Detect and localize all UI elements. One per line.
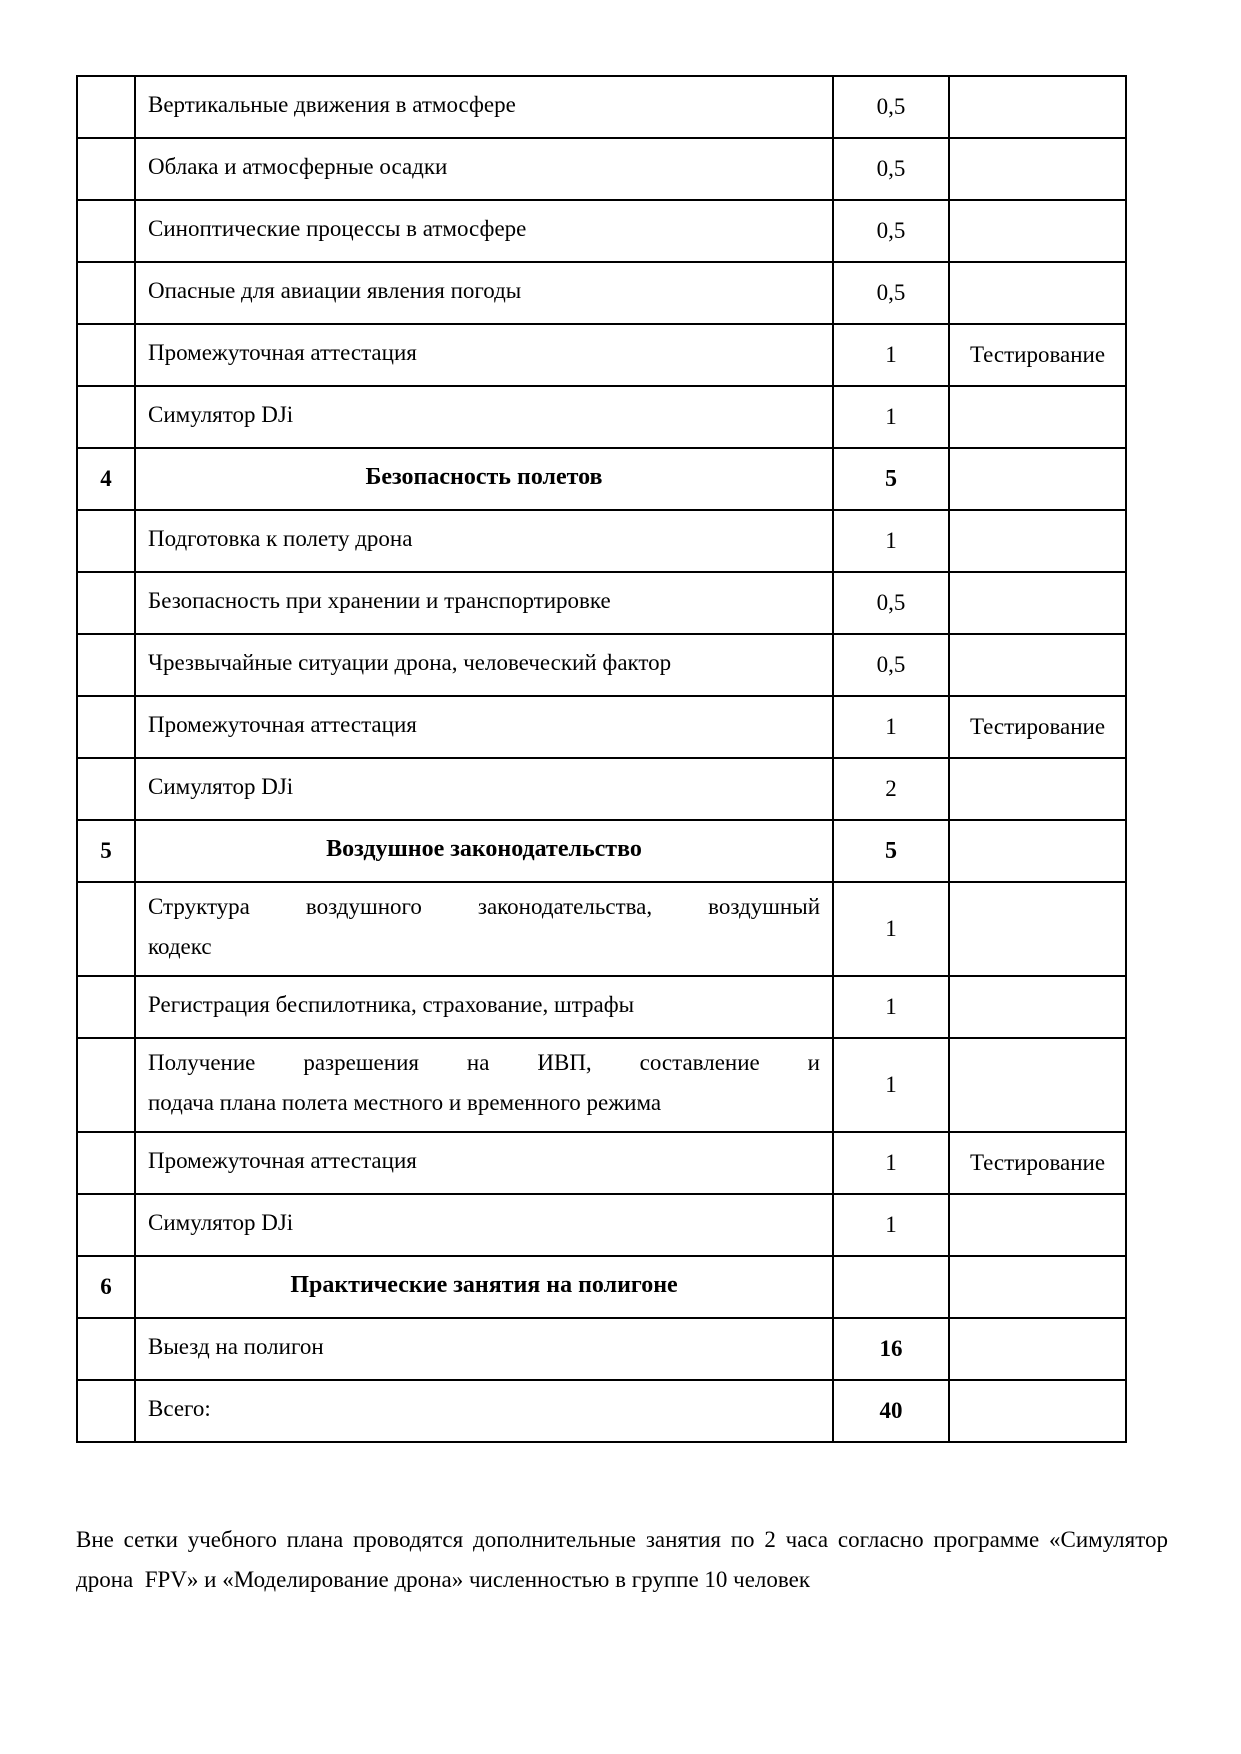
topic-cell: Симулятор DJi <box>135 386 833 448</box>
table-row <box>77 138 1126 200</box>
row-number-cell <box>77 138 135 200</box>
topic-cell: Чрезвычайные ситуации дрона, человеческий фактор <box>135 634 833 696</box>
row-number-cell <box>77 882 135 976</box>
table-row <box>77 634 1126 696</box>
row-number-cell <box>77 510 135 572</box>
table-row <box>77 572 1126 634</box>
table-row <box>77 1380 1126 1442</box>
table-row <box>77 76 1126 138</box>
assessment-cell <box>949 200 1126 262</box>
hours-cell: 2 <box>833 758 949 820</box>
section-row <box>77 820 1126 882</box>
hours-cell: 40 <box>833 1380 949 1442</box>
hours-cell: 5 <box>833 820 949 882</box>
hours-cell: 0,5 <box>833 572 949 634</box>
hours-cell: 1 <box>833 1038 949 1132</box>
assessment-cell <box>949 634 1126 696</box>
topic-cell: Вертикальные движения в атмосфере <box>135 76 833 138</box>
assessment-cell <box>949 572 1126 634</box>
table-row <box>77 758 1126 820</box>
topic-cell: Облака и атмосферные осадки <box>135 138 833 200</box>
topic-cell: Промежуточная аттестация <box>135 696 833 758</box>
hours-cell: 1 <box>833 1194 949 1256</box>
hours-cell: 0,5 <box>833 138 949 200</box>
assessment-cell <box>949 976 1126 1038</box>
topic-cell: Симулятор DJi <box>135 758 833 820</box>
assessment-cell <box>949 262 1126 324</box>
row-number-cell: 4 <box>77 448 135 510</box>
assessment-cell <box>949 758 1126 820</box>
table-row <box>77 1318 1126 1380</box>
topic-line: кодекс <box>148 934 212 959</box>
topic-cell <box>135 882 833 976</box>
hours-cell: 0,5 <box>833 76 949 138</box>
row-number-cell <box>77 976 135 1038</box>
table-row <box>77 1194 1126 1256</box>
hours-cell: 1 <box>833 1132 949 1194</box>
table-row <box>77 386 1126 448</box>
assessment-cell <box>949 882 1126 976</box>
hours-cell: 1 <box>833 696 949 758</box>
curriculum-table <box>76 75 1127 1443</box>
row-number-cell <box>77 1318 135 1380</box>
footnote-paragraph <box>76 1520 1168 1600</box>
row-number-cell <box>77 76 135 138</box>
row-number-cell <box>77 386 135 448</box>
row-number-cell: 5 <box>77 820 135 882</box>
assessment-cell: Тестирование <box>949 1132 1126 1194</box>
row-number-cell <box>77 1194 135 1256</box>
row-number-cell <box>77 262 135 324</box>
assessment-cell: Тестирование <box>949 696 1126 758</box>
assessment-cell <box>949 76 1126 138</box>
assessment-cell <box>949 138 1126 200</box>
row-number-cell <box>77 634 135 696</box>
hours-cell: 16 <box>833 1318 949 1380</box>
hours-cell: 1 <box>833 510 949 572</box>
section-row <box>77 448 1126 510</box>
topic-cell: Всего: <box>135 1380 833 1442</box>
topic-cell: Безопасность при хранении и транспортировке <box>135 572 833 634</box>
assessment-cell <box>949 1038 1126 1132</box>
topic-cell: Безопасность полетов <box>135 448 833 510</box>
hours-cell: 5 <box>833 448 949 510</box>
row-number-cell <box>77 758 135 820</box>
topic-cell <box>135 1038 833 1132</box>
assessment-cell <box>949 1318 1126 1380</box>
topic-line: подача плана полета местного и временного режима <box>148 1090 662 1115</box>
hours-cell: 1 <box>833 976 949 1038</box>
topic-cell: Регистрация беспилотника, страхование, штрафы <box>135 976 833 1038</box>
hours-cell <box>833 1256 949 1318</box>
table-row <box>77 882 1126 976</box>
assessment-cell <box>949 1194 1126 1256</box>
hours-cell: 1 <box>833 324 949 386</box>
assessment-cell <box>949 386 1126 448</box>
assessment-cell <box>949 1256 1126 1318</box>
topic-cell: Выезд на полигон <box>135 1318 833 1380</box>
row-number-cell: 6 <box>77 1256 135 1318</box>
row-number-cell <box>77 324 135 386</box>
row-number-cell <box>77 696 135 758</box>
row-number-cell <box>77 200 135 262</box>
topic-cell: Симулятор DJi <box>135 1194 833 1256</box>
assessment-cell <box>949 510 1126 572</box>
table-row <box>77 510 1126 572</box>
row-number-cell <box>77 1038 135 1132</box>
row-number-cell <box>77 572 135 634</box>
topic-cell: Подготовка к полету дрона <box>135 510 833 572</box>
hours-cell: 1 <box>833 386 949 448</box>
hours-cell: 0,5 <box>833 262 949 324</box>
assessment-cell: Тестирование <box>949 324 1126 386</box>
topic-line: Получение разрешения на ИВП, составление и <box>148 1050 820 1075</box>
table-row <box>77 1038 1126 1132</box>
assessment-cell <box>949 448 1126 510</box>
footnote-line-1: Вне сетки учебного плана проводятся дополнительные занятия по 2 часа согласно программе «Симулятор <box>76 1527 1168 1552</box>
topic-cell: Практические занятия на полигоне <box>135 1256 833 1318</box>
table-row <box>77 696 1126 758</box>
topic-cell: Синоптические процессы в атмосфере <box>135 200 833 262</box>
table-row <box>77 976 1126 1038</box>
assessment-cell <box>949 1380 1126 1442</box>
assessment-cell <box>949 820 1126 882</box>
hours-cell: 0,5 <box>833 634 949 696</box>
row-number-cell <box>77 1132 135 1194</box>
section-row <box>77 1256 1126 1318</box>
footnote-line-2: дрона FPV» и «Моделирование дрона» численностью в группе 10 человек <box>76 1567 811 1592</box>
row-number-cell <box>77 1380 135 1442</box>
topic-line: Структура воздушного законодательства, воздушный <box>148 894 820 919</box>
hours-cell: 0,5 <box>833 200 949 262</box>
table-row <box>77 200 1126 262</box>
topic-cell: Воздушное законодательство <box>135 820 833 882</box>
hours-cell: 1 <box>833 882 949 976</box>
topic-cell: Промежуточная аттестация <box>135 1132 833 1194</box>
table-row <box>77 324 1126 386</box>
table-row <box>77 262 1126 324</box>
curriculum-table-body <box>77 76 1126 1442</box>
table-row <box>77 1132 1126 1194</box>
topic-cell: Промежуточная аттестация <box>135 324 833 386</box>
topic-cell: Опасные для авиации явления погоды <box>135 262 833 324</box>
